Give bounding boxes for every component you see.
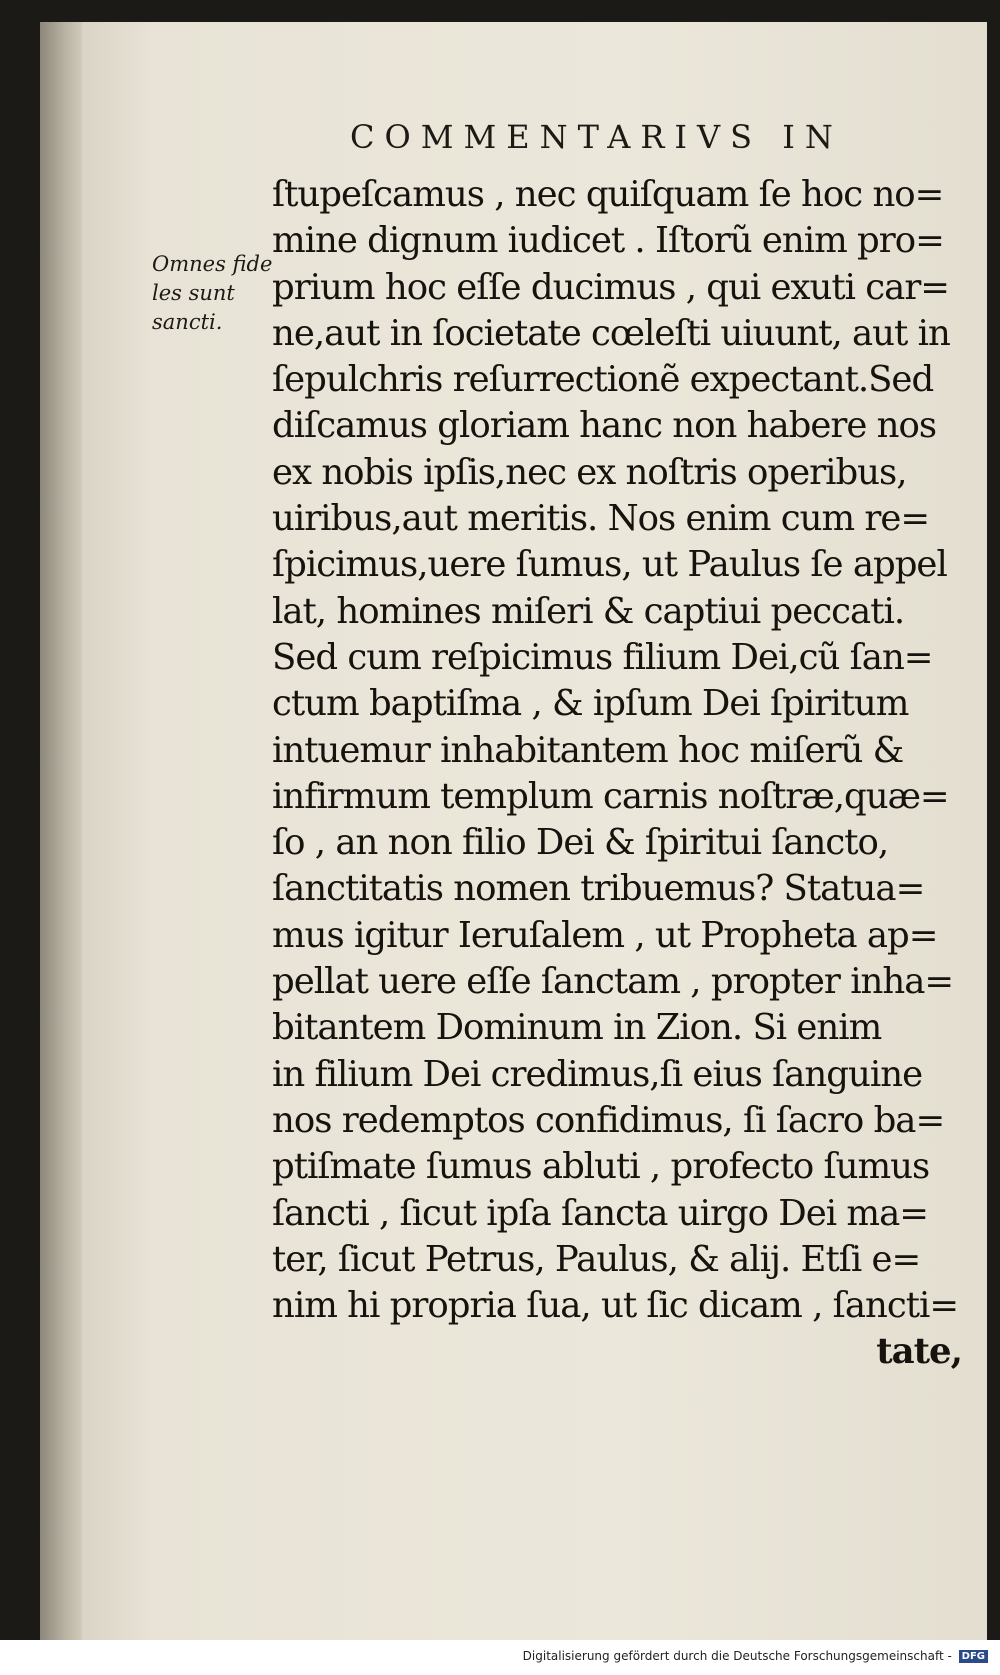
dfg-logo: DFG — [959, 1650, 988, 1663]
catchword: tate, — [876, 1331, 962, 1373]
text-line: ſtupeſcamus , nec quiſquam ſe hoc no= — [272, 174, 944, 215]
text-line: ptiſmate ſumus abluti , profecto ſumus — [272, 1146, 930, 1188]
text-line: ne,aut in ſocietate cœleſti uiuunt, aut in — [272, 312, 950, 354]
text-line: nos redemptos confidimus, ſi ſacro ba= — [272, 1099, 945, 1141]
running-head: COMMENTARIVS IN — [350, 118, 843, 156]
marginal-note-line: les sunt — [152, 281, 235, 305]
text-line: in filium Dei credimus,ſi eius ſanguine — [272, 1053, 923, 1095]
text-line: ſancti , ſicut ipſa ſancta uirgo Dei ma= — [272, 1192, 928, 1234]
text-line: Sed cum reſpicimus filium Dei,cũ ſan= — [272, 636, 933, 678]
text-line: uiribus,aut meritis. Nos enim cum re= — [272, 498, 930, 540]
text-line: diſcamus gloriam hanc non habere nos — [272, 405, 937, 447]
text-line: mus igitur Ieruſalem , ut Propheta ap= — [272, 914, 938, 956]
text-line: ſepulchris reſurrectionẽ expectant.Sed — [272, 359, 934, 401]
text-line: ſpicimus,uere ſumus, ut Paulus ſe appel — [272, 544, 947, 586]
credit-text: Digitalisierung gefördert durch die Deutsche Forschungsgemeinschaft - — [522, 1649, 952, 1663]
marginal-note-line: Omnes fide — [152, 252, 273, 276]
digitization-credit — [523, 1649, 988, 1663]
text-line: ſo , an non filio Dei & ſpiritui ſancto, — [272, 822, 889, 864]
text-line: infirmum templum carnis noſtræ,quæ= — [272, 775, 949, 817]
text-line: bitantem Dominum in Zion. Si enim — [272, 1007, 882, 1049]
marginal-note-line: sancti. — [152, 310, 223, 334]
text-line: ctum baptiſma , & ipſum Dei ſpiritum — [272, 683, 909, 725]
text-line: mine dignum iudicet . Iſtorũ enim pro= — [272, 220, 944, 262]
text-line: intuemur inhabitantem hoc miſerũ & — [272, 729, 904, 771]
text-line: pellat uere eſſe ſanctam , propter inha= — [272, 961, 954, 1003]
marginal-note — [152, 250, 287, 337]
text-line: lat, homines miſeri & captiui peccati. — [272, 590, 905, 632]
text-line: ter, ſicut Petrus, Paulus, & alij. Etſi e= — [272, 1238, 921, 1280]
text-line: nim hi propria ſua, ut ſic dicam , ſancti= — [272, 1285, 959, 1327]
text-line: ſanctitatis nomen tribuemus? Statua= — [272, 868, 925, 910]
page-edge — [40, 22, 86, 1640]
text-line: prium hoc eſſe ducimus , qui exuti car= — [272, 266, 950, 308]
text-line: ex nobis ipſis,nec ex noſtris operibus, — [272, 451, 907, 493]
body-text — [272, 172, 972, 1376]
